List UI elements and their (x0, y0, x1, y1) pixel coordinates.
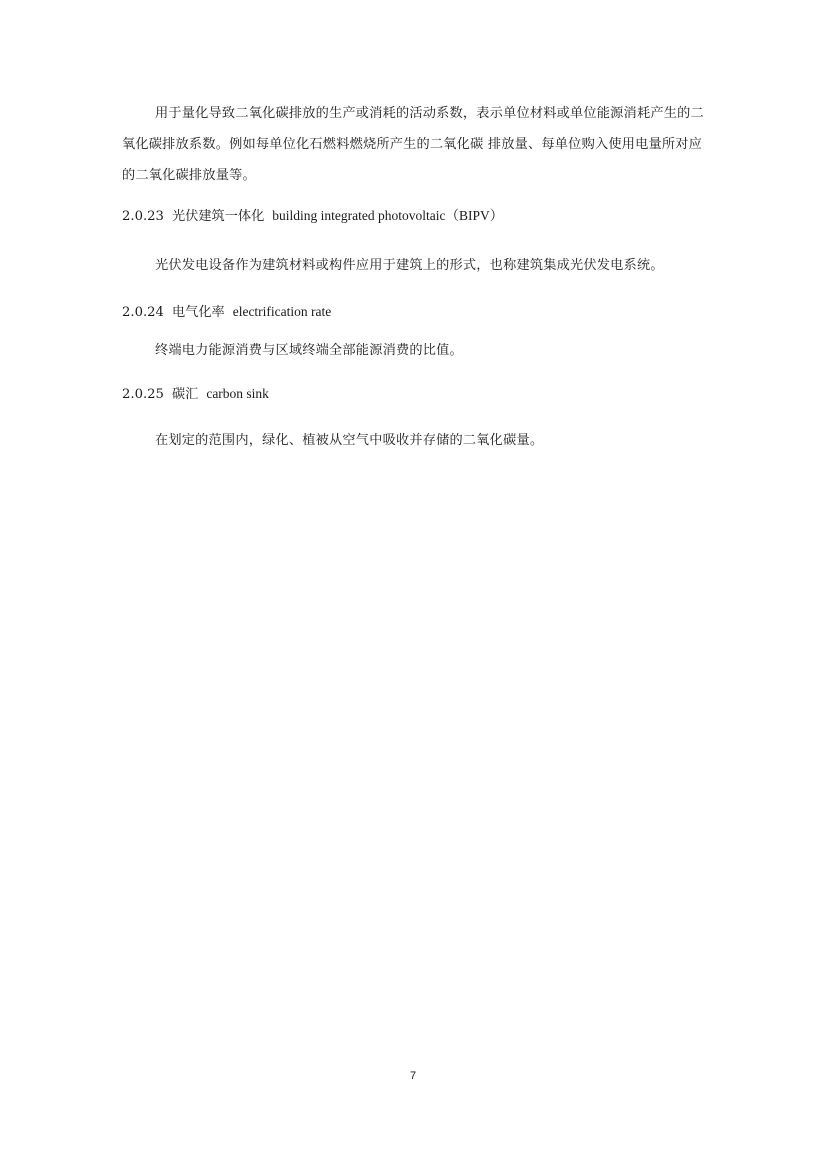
term-heading-2-0-23 (122, 206, 722, 227)
term-number: 2.0.25 (122, 387, 164, 402)
term-chinese: 碳汇 (171, 387, 199, 402)
term-english: building integrated photovoltaic（BIPV） (272, 208, 504, 223)
term-definition-2-0-25: 在划定的范围内，绿化、植被从空气中吸收并存储的二氧化碳量。 (155, 433, 544, 448)
term-english: electrification rate (232, 304, 332, 319)
term-english: carbon sink (206, 386, 269, 401)
intro-paragraph: 用于量化导致二氧化碳排放的生产或消耗的活动系数，表示单位材料或单位能源消耗产生的二氧化碳排放系数。例如每单位化石燃料燃烧所产生的二氧化碳 排放量、每单位购入使用电量所对应的二氧化碳排放量等。 (122, 106, 704, 183)
term-number: 2.0.24 (122, 305, 164, 320)
term-heading-2-0-25 (122, 384, 722, 405)
term-number: 2.0.23 (122, 209, 164, 224)
term-definition-2-0-24: 终端电力能源消费与区域终端全部能源消费的比值。 (155, 343, 463, 358)
page-number: 7 (409, 1070, 417, 1082)
term-chinese: 光伏建筑一体化 (171, 209, 265, 224)
term-heading-2-0-24 (122, 302, 722, 323)
term-definition-2-0-23: 光伏发电设备作为建筑材料或构件应用于建筑上的形式，也称建筑集成光伏发电系统。 (155, 258, 664, 273)
term-chinese: 电气化率 (171, 305, 225, 320)
